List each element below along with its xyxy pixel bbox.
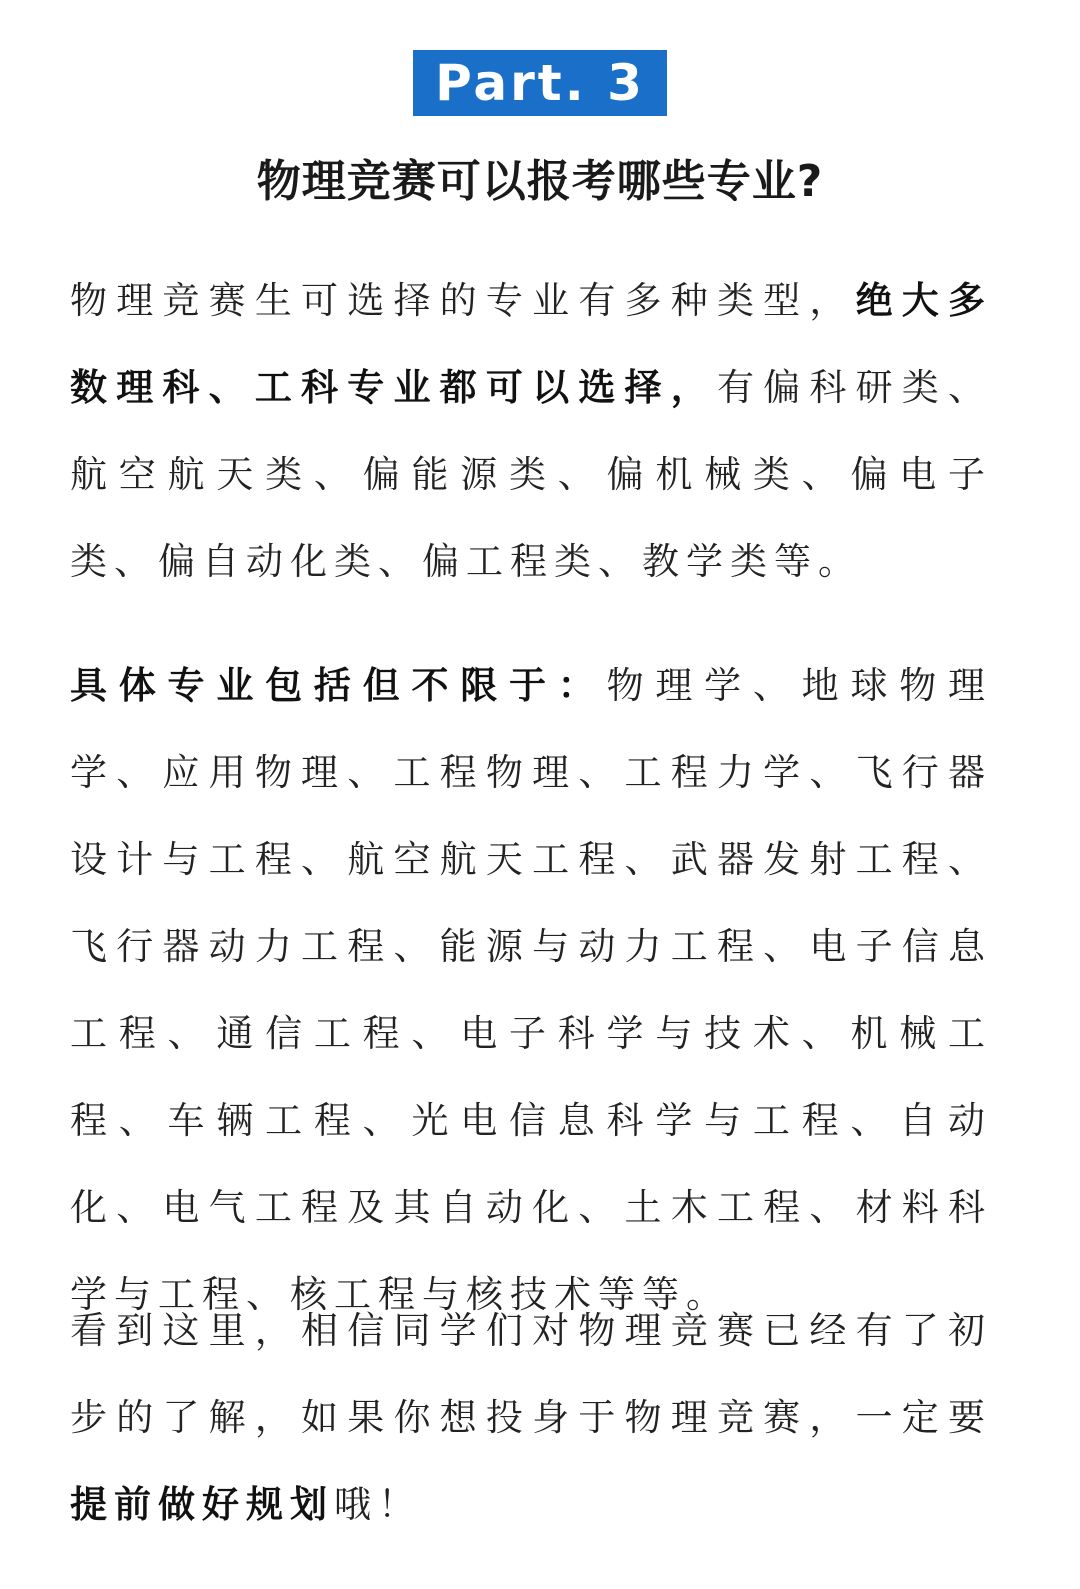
paragraph-conclusion-bold: 提前做好规划 (70, 1483, 334, 1526)
paragraph-majors-list: 物理学、地球物理学、应用物理、工程物理、工程力学、飞行器设计与工程、航空航天工程、武器发射工程、飞行器动力工程、能源与动力工程、电子信息工程、通信工程、电子科学与技术、机械工程、车辆工程、光电信息科学与工程、自动化、电气工程及其自动化、土木工程、材料科学与工程、核工程与核技术等等。 (70, 664, 993, 1316)
section-badge: Part. 3 (413, 50, 667, 116)
page-title: 物理竞赛可以报考哪些专业? (256, 156, 824, 207)
section-badge-wrapper (0, 50, 1080, 116)
paragraph-conclusion-end: 哦！ (334, 1483, 422, 1526)
paragraph-intro-rest: 有偏科研类、航空航天类、偏能源类、偏机械类、偏电子类、偏自动化类、偏工程类、教学类等。 (70, 366, 993, 583)
paragraph-intro (70, 257, 992, 605)
paragraph-majors (70, 642, 992, 1338)
paragraph-conclusion-text: 看到这里，相信同学们对物理竞赛已经有了初步的了解，如果你想投身于物理竞赛，一定要 (70, 1309, 992, 1439)
paragraph-majors-bold: 具体专业包括但不限于： (70, 664, 607, 707)
paragraph-conclusion (70, 1287, 992, 1548)
paragraph-intro-bold: 绝大多数理科、工科专业都可以选择， (70, 279, 992, 409)
paragraph-intro-text: 物理竞赛生可选择的专业有多种类型， (70, 279, 856, 322)
